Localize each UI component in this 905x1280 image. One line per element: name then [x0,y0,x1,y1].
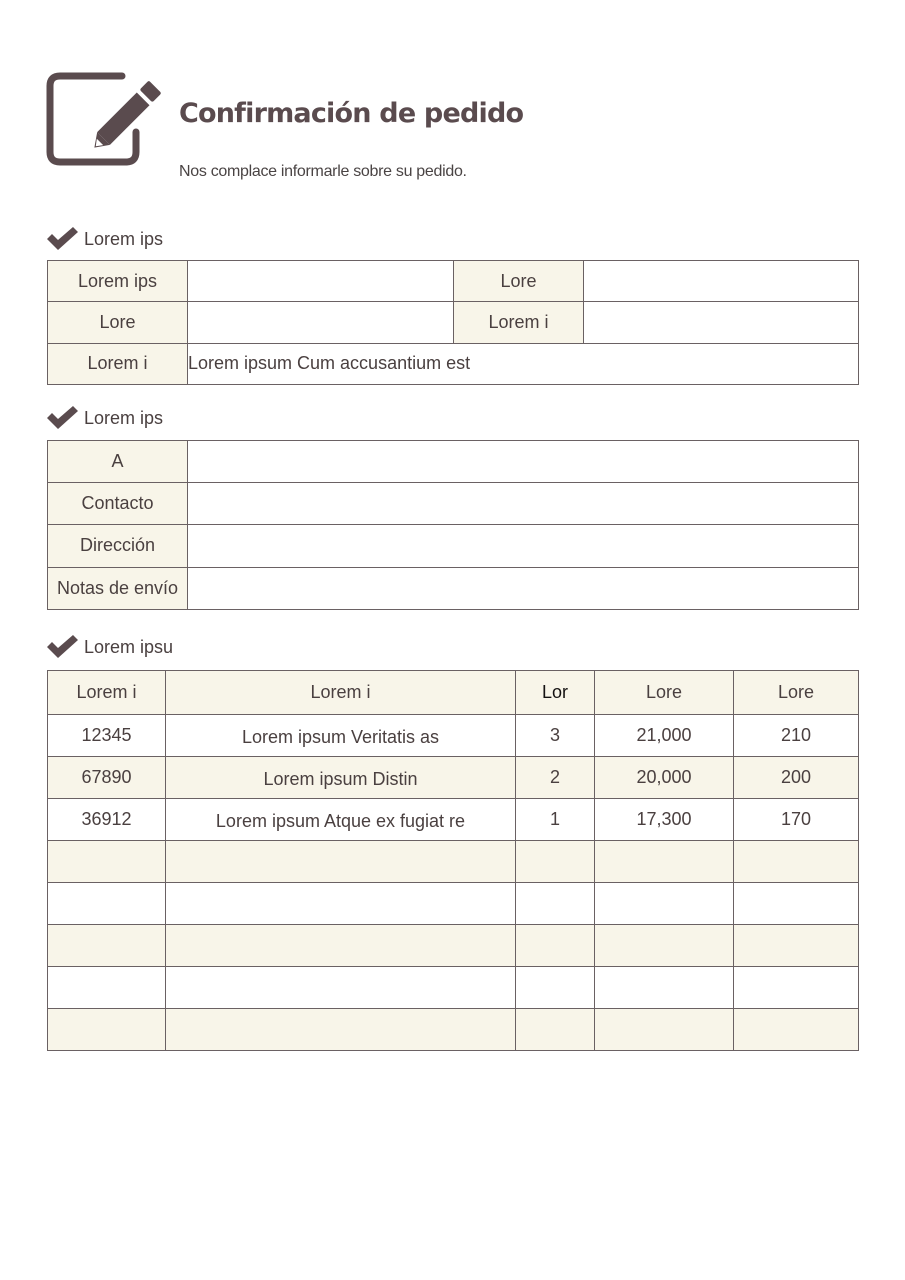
table-cell [166,841,516,883]
table-row [48,483,859,525]
table-cell [166,883,516,925]
table-cell [516,925,595,967]
field-value [188,261,454,302]
field-label: Contacto [48,483,188,525]
table-cell: 20,000 [595,757,734,799]
field-label: Lore [48,302,188,343]
field-label: A [48,441,188,483]
table-cell [595,1009,734,1051]
column-header: Lorem i [48,671,166,715]
field-label: Dirección [48,525,188,567]
table-cell [516,883,595,925]
table-cell [166,1009,516,1051]
section-title: Lorem ips [84,407,164,428]
table-row [48,525,859,567]
table-row [48,441,859,483]
field-value [188,441,859,483]
table-cell [48,967,166,1009]
shipping-info-table [47,440,859,610]
field-value: Lorem ipsum Cum accusantium est [188,343,859,384]
page-subtitle: Nos complace informarle sobre su pedido. [179,163,467,180]
table-cell: 170 [734,799,859,841]
table-cell [595,925,734,967]
table-cell [595,967,734,1009]
table-cell [516,1009,595,1051]
checkmark-icon [47,406,78,430]
section-heading-2 [47,405,163,431]
table-cell: 17,300 [595,799,734,841]
column-header: Lorem i [166,671,516,715]
field-label: Lorem ips [48,261,188,302]
order-info-table [47,260,859,385]
table-cell: Lorem ipsum Distin [166,757,516,799]
table-row [48,302,859,343]
table-cell [48,1009,166,1051]
column-header: Lor [516,671,595,715]
table-cell [734,883,859,925]
table-row [48,343,859,384]
table-row [48,967,859,1009]
table-cell: Lorem ipsum Veritatis as [166,715,516,757]
table-row [48,757,859,799]
table-cell [166,925,516,967]
table-cell [734,1009,859,1051]
section-heading-3 [47,634,173,660]
field-label: Lorem i [48,343,188,384]
table-row [48,925,859,967]
table-row [48,1009,859,1051]
field-value [188,483,859,525]
table-cell [734,967,859,1009]
table-row [48,567,859,609]
table-row [48,883,859,925]
table-cell [48,883,166,925]
edit-document-icon [46,72,172,168]
table-cell: 1 [516,799,595,841]
table-cell: 2 [516,757,595,799]
table-cell: Lorem ipsum Atque ex fugiat re [166,799,516,841]
table-row [48,799,859,841]
table-row [48,841,859,883]
field-value [584,261,859,302]
table-cell: 200 [734,757,859,799]
table-cell [516,841,595,883]
table-cell: 3 [516,715,595,757]
field-label: Notas de envío [48,567,188,609]
table-cell: 210 [734,715,859,757]
column-header: Lore [734,671,859,715]
field-value [584,302,859,343]
section-title: Lorem ipsu [84,636,174,657]
field-value [188,302,454,343]
table-cell [734,841,859,883]
table-cell [166,967,516,1009]
table-header-row [48,671,859,715]
section-title: Lorem ips [84,228,164,249]
table-cell: 12345 [48,715,166,757]
checkmark-icon [47,635,78,659]
table-cell [595,841,734,883]
table-cell: 36912 [48,799,166,841]
table-cell [516,967,595,1009]
field-label: Lore [454,261,584,302]
section-heading-1 [47,226,163,252]
field-value [188,567,859,609]
field-label: Lorem i [454,302,584,343]
page-title: Confirmación de pedido [179,98,524,129]
table-row [48,261,859,302]
table-cell [48,841,166,883]
field-value [188,525,859,567]
checkmark-icon [47,227,78,251]
table-cell [595,883,734,925]
order-items-table [47,670,859,1051]
table-cell: 21,000 [595,715,734,757]
table-row [48,715,859,757]
column-header: Lore [595,671,734,715]
table-cell [734,925,859,967]
table-cell: 67890 [48,757,166,799]
table-cell [48,925,166,967]
